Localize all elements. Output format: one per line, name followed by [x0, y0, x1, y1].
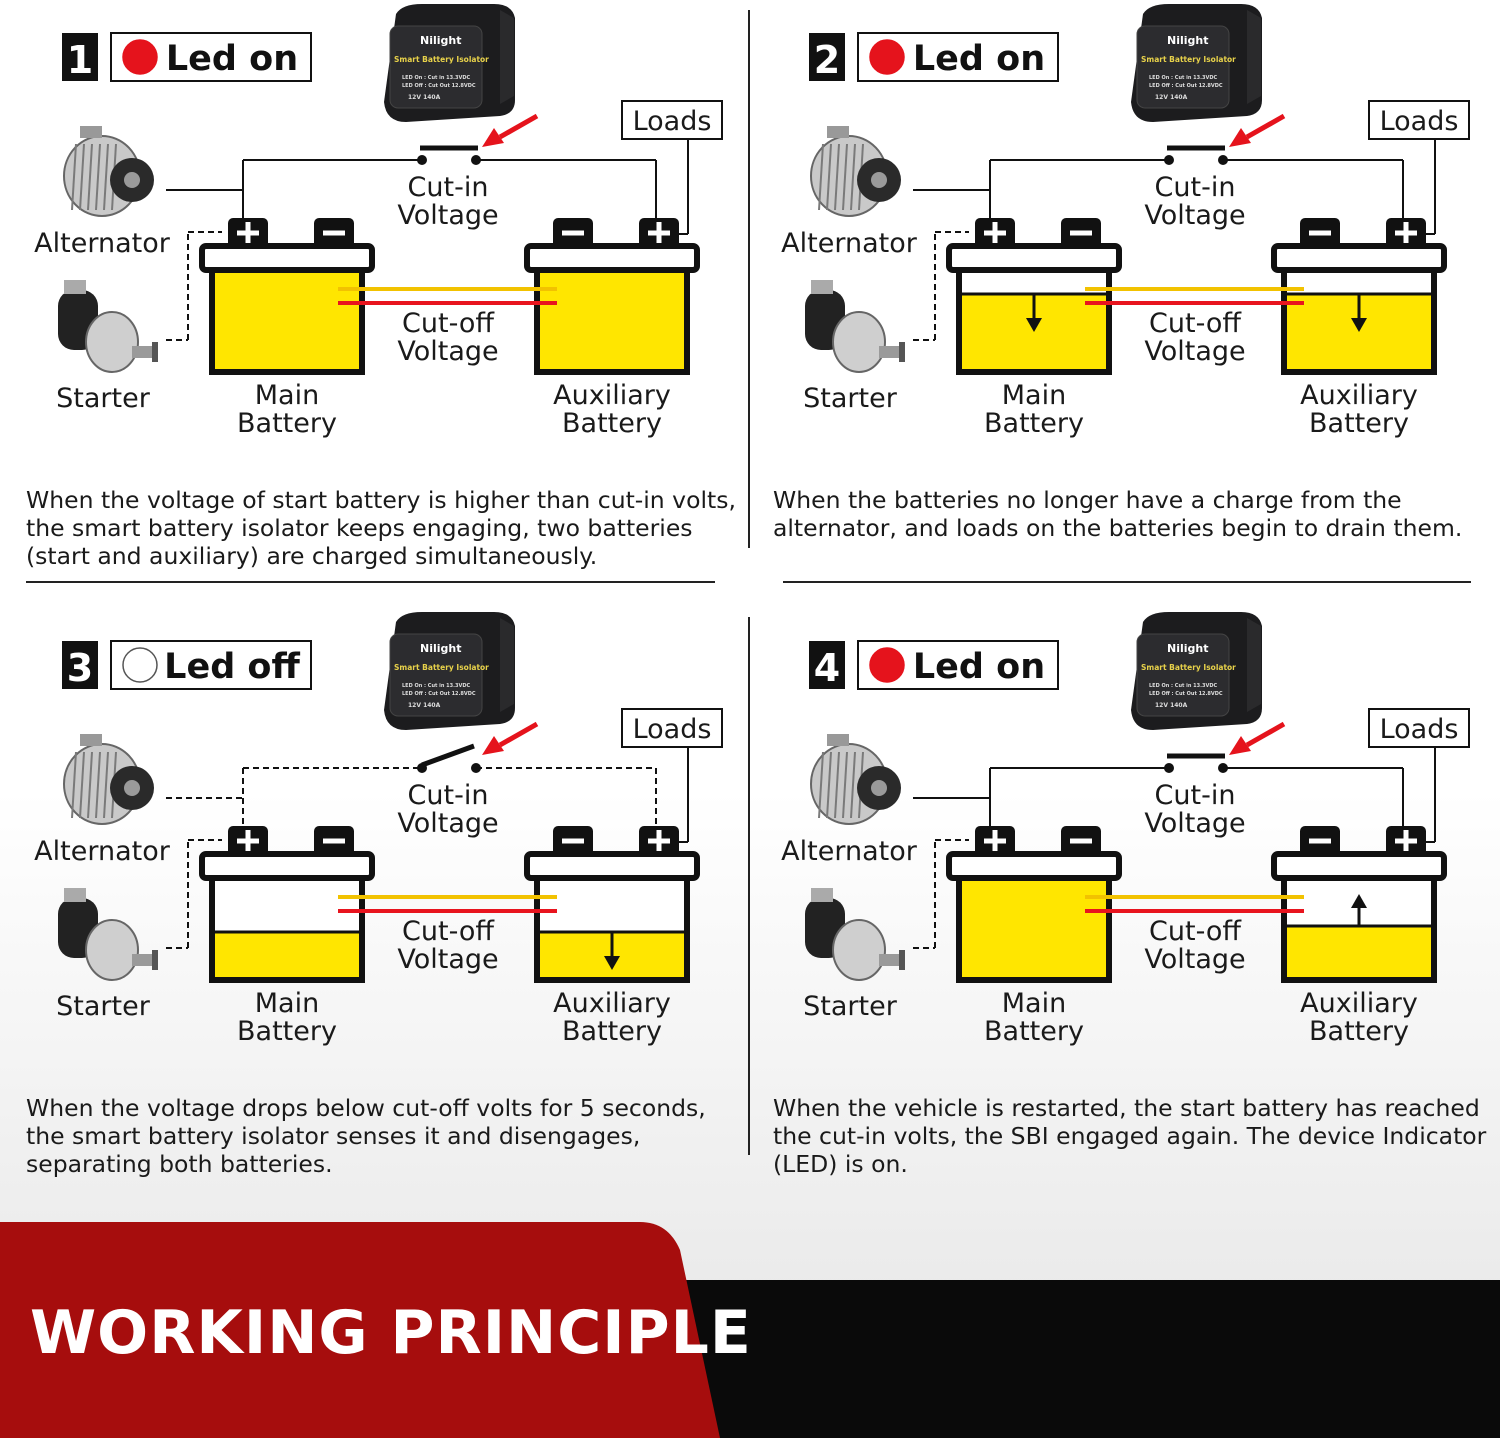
alternator-mount [80, 734, 102, 746]
starter-label: Starter [56, 991, 150, 1022]
battery-lid [949, 854, 1119, 878]
cut-off-label-2: Voltage [1144, 944, 1246, 975]
pointer-arrow [1247, 724, 1284, 745]
led-off-indicator [123, 648, 157, 682]
starter-shaft [132, 346, 154, 358]
isolator-side [500, 618, 514, 712]
pointer-arrow [500, 116, 537, 137]
battery-charge-level [215, 932, 359, 977]
main-battery [202, 826, 372, 1047]
isolator-side [500, 10, 514, 104]
led-status-label: Led off [164, 647, 300, 687]
main-battery-label-2: Battery [984, 1016, 1084, 1047]
step-number: 4 [813, 646, 841, 690]
isolator-spec-1: LED On : Cut in 13.3VDC [402, 683, 471, 689]
alternator-icon [811, 734, 901, 824]
isolator-spec-3: 12V 140A [408, 94, 441, 101]
cut-in-label-2: Voltage [1144, 808, 1246, 839]
cut-in-label-1: Cut-in [1154, 780, 1236, 811]
loads-label: Loads [1379, 106, 1459, 137]
led-on-indicator [870, 648, 904, 682]
battery-isolator-device [1131, 4, 1262, 122]
cut-in-label-2: Voltage [397, 200, 499, 231]
alternator-mount [827, 126, 849, 138]
main-battery [949, 218, 1119, 439]
auxiliary-battery-label-1: Auxiliary [1300, 988, 1418, 1019]
led-status-label: Led on [165, 39, 299, 79]
auxiliary-battery [527, 826, 697, 1047]
battery-lid [527, 246, 697, 270]
panel-4-description: When the vehicle is restarted, the start battery has reached the cut-in volts, the SBI engaged again. The device Indicator (LED) is on. [773, 1094, 1487, 1178]
alternator-hub [124, 780, 140, 796]
auxiliary-battery-label-1: Auxiliary [1300, 380, 1418, 411]
alternator-icon [64, 126, 154, 216]
battery-lid [527, 854, 697, 878]
isolator-side [1247, 618, 1261, 712]
switch-contact [1218, 155, 1228, 165]
battery-lid [1274, 246, 1444, 270]
isolator-spec-2: LED Off : Cut Out 12.8VDC [402, 691, 476, 697]
battery-isolator-device [384, 4, 515, 122]
auxiliary-battery-label-2: Battery [562, 1016, 662, 1047]
main-battery-label-1: Main [1001, 380, 1067, 411]
starter-gear [152, 950, 158, 970]
starter-icon [805, 888, 905, 980]
led-on-indicator [123, 40, 157, 74]
starter-housing [86, 312, 138, 372]
step-number: 3 [66, 646, 94, 690]
alternator-label: Alternator [34, 228, 170, 259]
battery-isolator-device [384, 612, 515, 730]
isolator-name: Smart Battery Isolator [394, 55, 489, 64]
battery-charge-level [215, 273, 359, 369]
main-battery [202, 218, 372, 439]
alternator-hub [871, 172, 887, 188]
battery-charge-level [540, 273, 684, 369]
alternator-label: Alternator [781, 228, 917, 259]
step-number: 2 [813, 38, 841, 82]
loads-label: Loads [632, 106, 712, 137]
starter-icon [58, 888, 158, 980]
isolator-spec-3: 12V 140A [1155, 94, 1188, 101]
cut-off-label-1: Cut-off [1149, 916, 1241, 947]
isolator-brand: Nilight [420, 642, 462, 655]
panel-2 [781, 4, 1469, 439]
battery-isolator-device [1131, 612, 1262, 730]
battery-lid [949, 246, 1119, 270]
alternator-label: Alternator [34, 836, 170, 867]
starter-shaft [132, 954, 154, 966]
starter-housing [833, 312, 885, 372]
alternator-label: Alternator [781, 836, 917, 867]
starter-icon [58, 280, 158, 372]
isolator-spec-1: LED On : Cut in 13.3VDC [1149, 75, 1218, 81]
isolator-spec-2: LED Off : Cut Out 12.8VDC [1149, 83, 1223, 89]
led-status-label: Led on [912, 39, 1046, 79]
starter-gear [899, 950, 905, 970]
auxiliary-battery-label-2: Battery [562, 408, 662, 439]
starter-label: Starter [803, 991, 897, 1022]
main-battery-label-2: Battery [237, 408, 337, 439]
switch-contact [1164, 763, 1174, 773]
starter-shaft [879, 954, 901, 966]
starter-label: Starter [56, 383, 150, 414]
starter-mount [811, 280, 833, 294]
battery-lid [202, 854, 372, 878]
starter-gear [152, 342, 158, 362]
panel-3-description: When the voltage drops below cut-off volts for 5 seconds, the smart battery isolator senses it and disengages, separating both batteries. [26, 1094, 706, 1178]
panel-4 [781, 612, 1469, 1047]
main-battery [949, 826, 1119, 1047]
isolator-brand: Nilight [1167, 34, 1209, 47]
isolator-spec-1: LED On : Cut in 13.3VDC [402, 75, 471, 81]
starter-mount [811, 888, 833, 902]
alternator-icon [64, 734, 154, 824]
isolator-side [1247, 10, 1261, 104]
cut-in-label-1: Cut-in [1154, 172, 1236, 203]
footer-title: WORKING PRINCIPLE [30, 1298, 752, 1368]
cut-in-label-1: Cut-in [407, 172, 489, 203]
led-status-label: Led on [912, 647, 1046, 687]
led-on-indicator [870, 40, 904, 74]
starter-mount [64, 280, 86, 294]
starter-mount [64, 888, 86, 902]
alternator-hub [871, 780, 887, 796]
step-number: 1 [66, 38, 94, 82]
cut-in-label-1: Cut-in [407, 780, 489, 811]
alternator-icon [811, 126, 901, 216]
starter-icon [805, 280, 905, 372]
cut-in-label-2: Voltage [1144, 200, 1246, 231]
isolator-name: Smart Battery Isolator [1141, 55, 1236, 64]
battery-lid [202, 246, 372, 270]
auxiliary-battery-label-1: Auxiliary [553, 380, 671, 411]
main-battery-label-2: Battery [237, 1016, 337, 1047]
auxiliary-battery [527, 218, 697, 439]
auxiliary-battery [1274, 826, 1444, 1047]
isolator-spec-1: LED On : Cut in 13.3VDC [1149, 683, 1218, 689]
cut-in-label-2: Voltage [397, 808, 499, 839]
cut-off-label-2: Voltage [1144, 336, 1246, 367]
switch-contact [417, 155, 427, 165]
auxiliary-battery-label-1: Auxiliary [553, 988, 671, 1019]
starter-housing [833, 920, 885, 980]
loads-label: Loads [632, 714, 712, 745]
panel-1 [34, 4, 722, 439]
starter-label: Starter [803, 383, 897, 414]
switch-contact [471, 763, 481, 773]
main-battery-label-1: Main [254, 988, 320, 1019]
alternator-mount [80, 126, 102, 138]
panel-2-description: When the batteries no longer have a charge from the alternator, and loads on the batteries begin to drain them. [773, 486, 1463, 542]
starter-housing [86, 920, 138, 980]
starter-gear [899, 342, 905, 362]
switch-bar-open [422, 746, 474, 765]
alternator-mount [827, 734, 849, 746]
isolator-name: Smart Battery Isolator [1141, 663, 1236, 672]
switch-contact [471, 155, 481, 165]
isolator-brand: Nilight [1167, 642, 1209, 655]
main-battery-label-1: Main [1001, 988, 1067, 1019]
loads-label: Loads [1379, 714, 1459, 745]
battery-charge-level [962, 881, 1106, 977]
battery-charge-level [1287, 926, 1431, 977]
cut-off-label-1: Cut-off [402, 916, 494, 947]
panel-3 [34, 612, 722, 1047]
switch-contact [1218, 763, 1228, 773]
isolator-spec-2: LED Off : Cut Out 12.8VDC [402, 83, 476, 89]
isolator-spec-2: LED Off : Cut Out 12.8VDC [1149, 691, 1223, 697]
isolator-spec-3: 12V 140A [408, 702, 441, 709]
cut-off-label-2: Voltage [397, 944, 499, 975]
alternator-hub [124, 172, 140, 188]
cut-off-label-2: Voltage [397, 336, 499, 367]
isolator-brand: Nilight [420, 34, 462, 47]
isolator-spec-3: 12V 140A [1155, 702, 1188, 709]
battery-lid [1274, 854, 1444, 878]
isolator-name: Smart Battery Isolator [394, 663, 489, 672]
auxiliary-battery-label-2: Battery [1309, 408, 1409, 439]
switch-contact [1164, 155, 1174, 165]
cut-off-label-1: Cut-off [1149, 308, 1241, 339]
auxiliary-battery [1274, 218, 1444, 439]
pointer-arrow [1247, 116, 1284, 137]
auxiliary-battery-label-2: Battery [1309, 1016, 1409, 1047]
pointer-arrow [500, 724, 537, 745]
starter-shaft [879, 346, 901, 358]
panel-1-description: When the voltage of start battery is higher than cut-in volts, the smart battery isolator keeps engaging, two batteries (start and auxiliary) are charged simultaneously. [26, 486, 736, 570]
main-battery-label-2: Battery [984, 408, 1084, 439]
cut-off-label-1: Cut-off [402, 308, 494, 339]
main-battery-label-1: Main [254, 380, 320, 411]
